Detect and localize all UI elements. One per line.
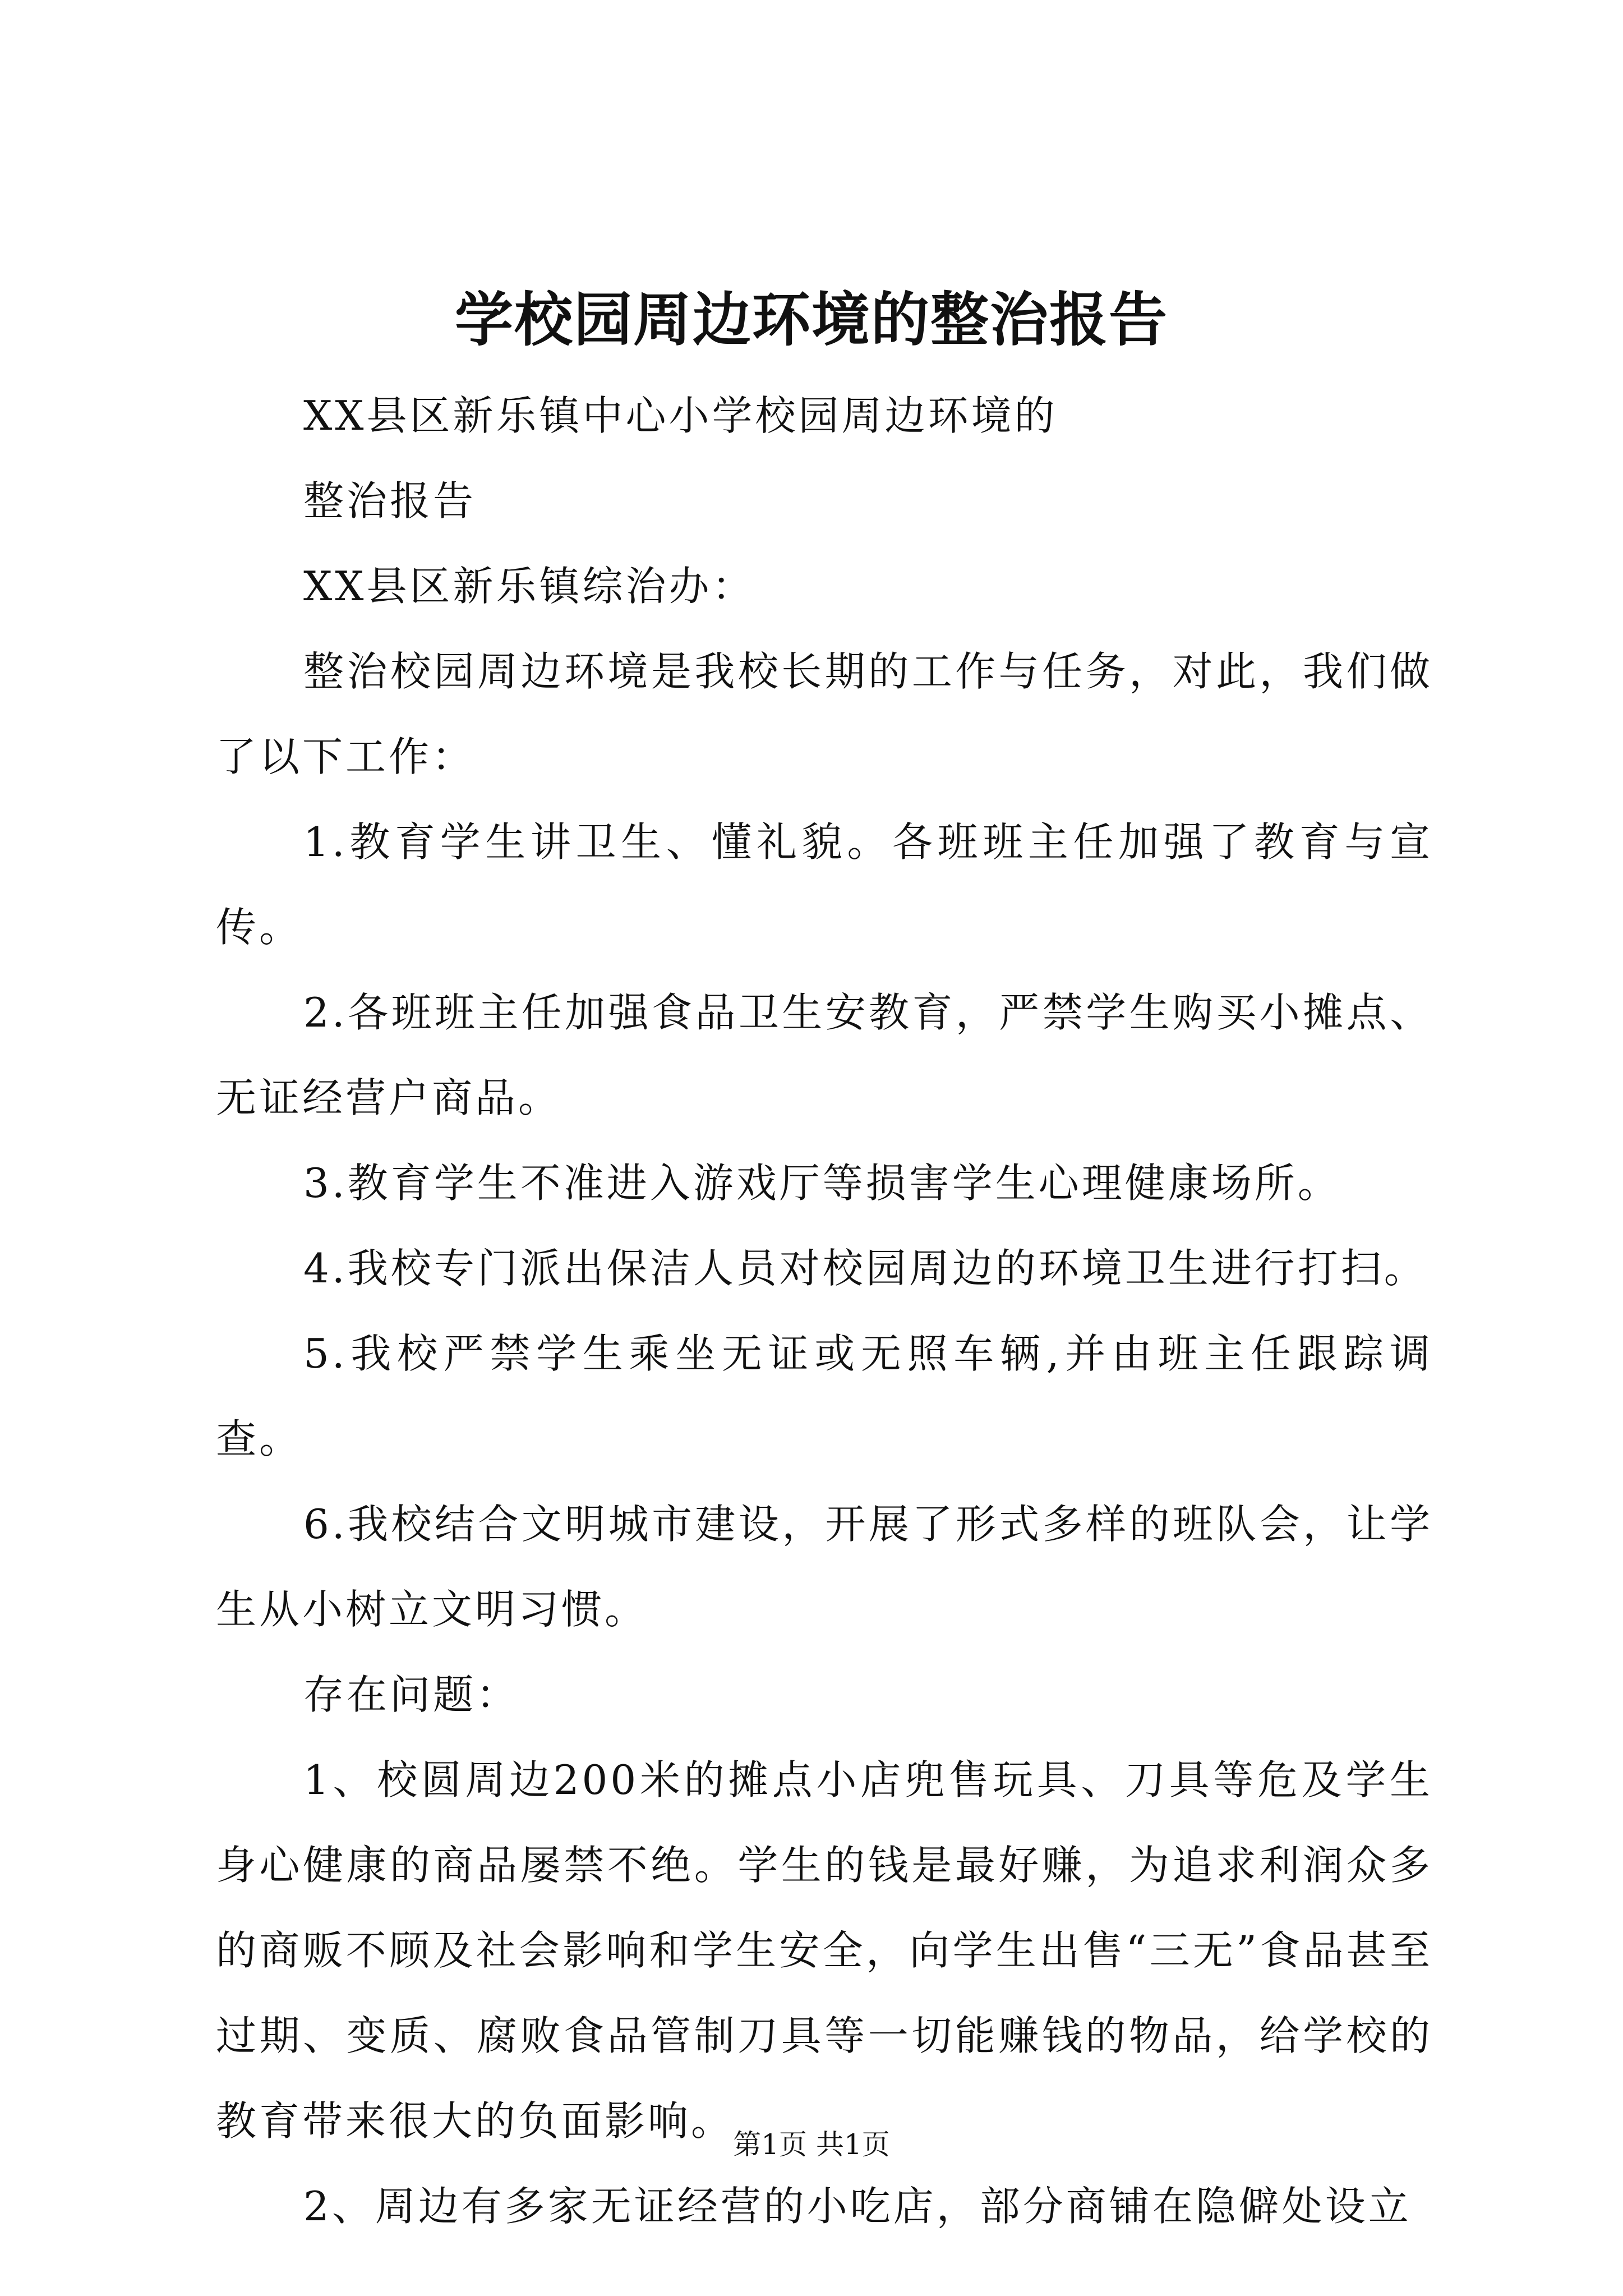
paragraph-item-4: 4.我校专门派出保洁人员对校园周边的环境卫生进行打扫。 [303, 1245, 1427, 1292]
document-title: 学校园周边环境的整治报告 [454, 285, 1168, 354]
paragraph-problems-heading: 存在问题： [303, 1671, 520, 1718]
paragraph-item-6: 6.我校结合文明城市建设，开展了形式多样的班队会，让学生从小树立文明习惯。 [216, 1501, 1433, 1633]
paragraph-intro: 整治校园周边环境是我校长期的工作与任务，对此，我们做了以下工作： [216, 648, 1433, 780]
paragraph-item-2: 2.各班班主任加强食品卫生安教育，严禁学生购买小摊点、无证经营户商品。 [216, 989, 1433, 1121]
page-footer: 第1页 共1页 [733, 2128, 890, 2161]
paragraph-item-5: 5.我校严禁学生乘坐无证或无照车辆,并由班主任跟踪调查。 [216, 1330, 1433, 1462]
paragraph-recipient-line-2: 整治报告 [303, 477, 477, 524]
paragraph-item-1: 1.教育学生讲卫生、懂礼貌。各班班主任加强了教育与宣传。 [216, 818, 1433, 951]
document-body [216, 373, 1433, 2249]
paragraph-addressee: XX县区新乐镇综治办： [303, 563, 755, 610]
paragraph-item-3: 3.教育学生不准进入游戏厅等损害学生心理健康场所。 [303, 1159, 1341, 1207]
paragraph-problem-1: 1、校圆周边200米的摊点小店兜售玩具、刀具等危及学生身心健康的商品屡禁不绝。学生的钱是最好赚，为追求利润众多的商贩不顾及社会影响和学生安全，向学生出售“三无”食品甚至过期、变质、腐败食品管制刀具等一切能赚钱的物品，给学校的教育带来很大的负面影响。 [216, 1756, 1433, 2145]
paragraph-problem-2: 2、周边有多家无证经营的小吃店，部分商铺在隐僻处设立 [303, 2183, 1412, 2230]
paragraph-recipient-line-1: XX县区新乐镇中心小学校园周边环境的 [303, 392, 1058, 439]
